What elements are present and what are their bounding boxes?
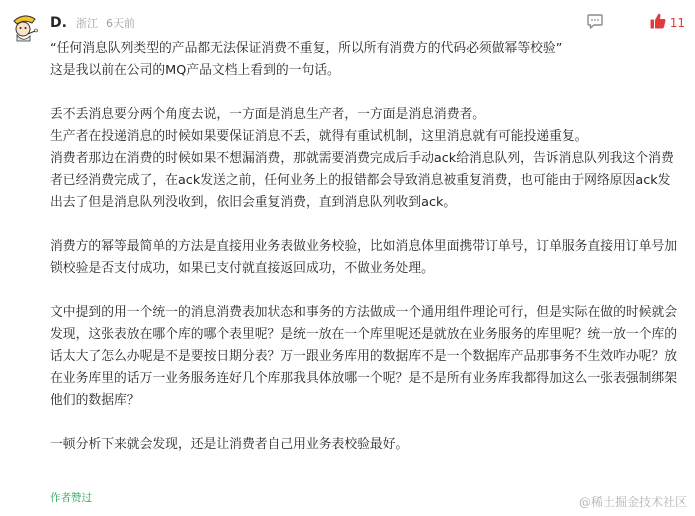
comment-paragraph	[50, 236, 682, 280]
paragraph-line: 文中提到的用一个统一的消息消费表加状态和事务的方法做成一个通用组件理论可行，但是实际在做的时候就会发现，这张表放在哪个库的哪个表里呢？是统一放在一个库里呢还是就放在业务服务的库里呢？统一放一个库的话太大了怎么办呢是不是要按日期分表？万一跟业务库用的数据库不是一个数据库产品那事务不生效咋办呢？放在业务库里的话万一业务服务连好几个库那我具体放哪一个呢？是不是所有业务库我都得加这么一张表强制绑架他们的数据库？	[50, 305, 678, 408]
paragraph-line: 生产者在投递消息的时候如果要保证消息不丢，就得有重试机制，这里消息就有可能投递重复。	[50, 129, 588, 144]
comment-paragraph	[50, 38, 682, 82]
comment-bubble-icon	[586, 12, 604, 34]
site-watermark: @稀土掘金技术社区	[578, 495, 687, 509]
paragraph-line: “任何消息队列类型的产品都无法保证消费不重复，所以所有消费方的代码必须做幂等校验”	[50, 41, 563, 56]
comment-paragraph	[50, 104, 682, 214]
comment-body	[50, 38, 682, 456]
author-location: 浙江	[75, 17, 98, 30]
reply-button[interactable]	[585, 13, 605, 33]
thumbs-up-icon	[649, 12, 667, 34]
comment-actions	[585, 12, 685, 34]
comment-paragraph	[50, 434, 682, 456]
paragraph-line: 消费方的幂等最简单的方法是直接用业务表做业务校验，比如消息体里面携带订单号，订单服务直接用订单号加锁校验是否支付成功，如果已支付就直接返回成功，不做业务处理。	[50, 239, 678, 276]
user-avatar[interactable]	[8, 10, 42, 44]
like-count: 11	[669, 16, 685, 30]
paragraph-line: 这是我以前在公司的MQ产品文档上看到的一句话。	[50, 63, 340, 78]
comment-header	[50, 12, 143, 34]
comment-paragraph	[50, 302, 682, 412]
author-name[interactable]: D.	[50, 15, 67, 31]
comment-time: 6天前	[105, 17, 135, 30]
paragraph-line: 消费者那边在消费的时候如果不想漏消费，那就需要消费完成后手动ack给消息队列，告诉消息队列我这个消费者已经消费完成了，在ack发送之前，任何业务上的报错都会导致消息被重复消费，也可能由于网络原因ack发出去了但是消息队列没收到，依旧会重复消费，直到消息队列收到ack。	[50, 151, 674, 210]
author-liked-badge: 作者赞过	[50, 492, 92, 504]
paragraph-line: 一顿分析下来就会发现，还是让消费者自己用业务表校验最好。	[50, 437, 409, 452]
paragraph-line: 丢不丢消息要分两个角度去说，一方面是消息生产者，一方面是消息消费者。	[50, 107, 486, 122]
like-button[interactable]	[649, 12, 685, 34]
